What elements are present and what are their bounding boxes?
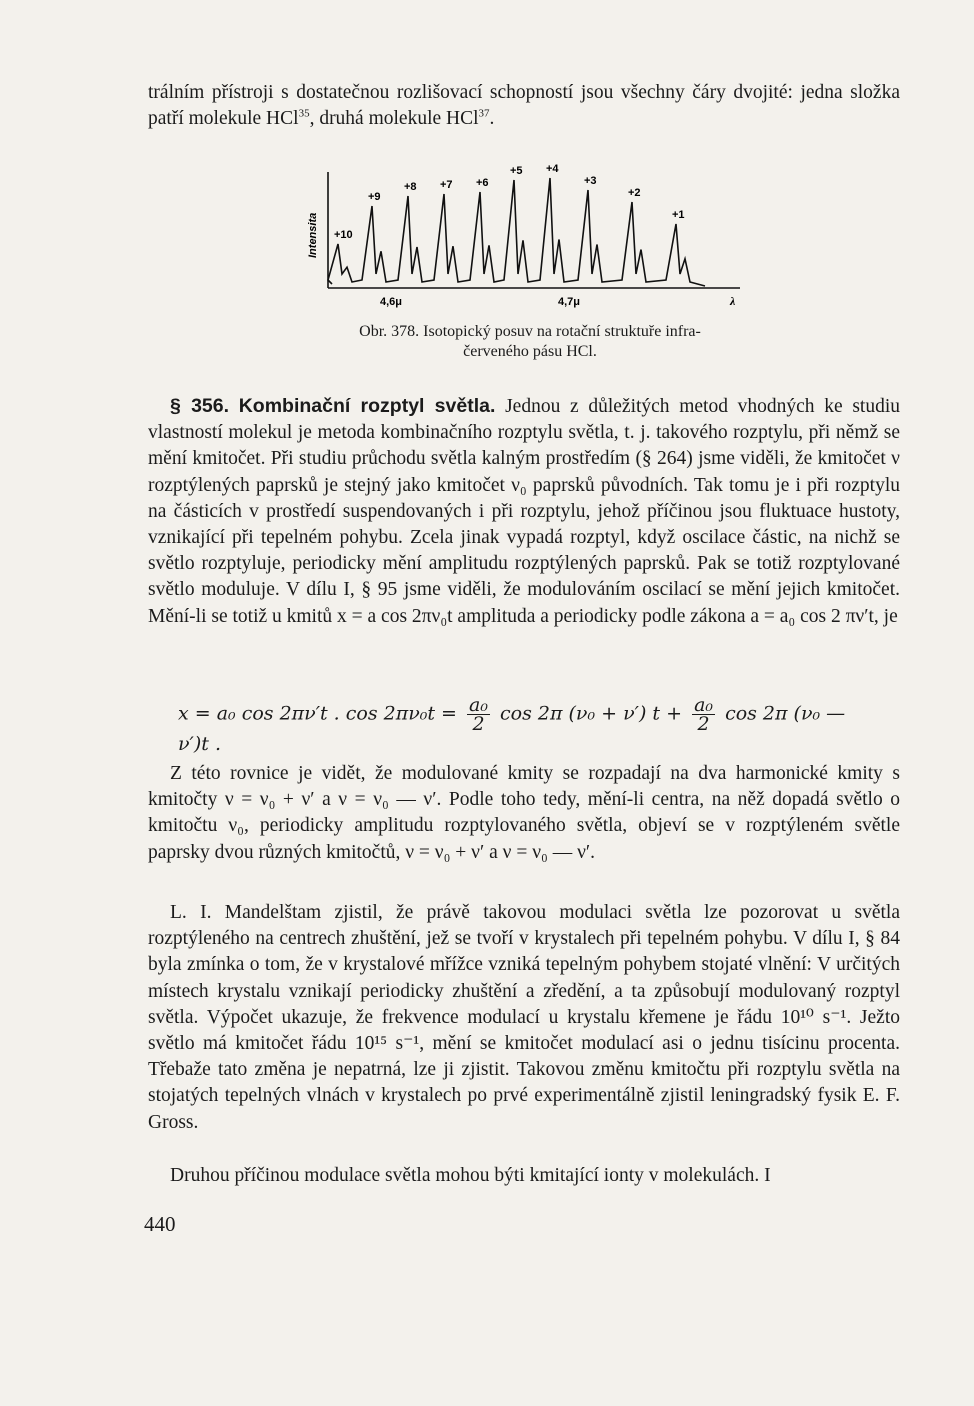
peak-label: +1 [672, 209, 685, 221]
figure-caption: Obr. 378. Isotopický posuv na rotační struktuře infra- červeného pásu HCl. [359, 323, 701, 360]
section-text: Jednou z důležitých metod vhodných ke studiu vlastností molekul je metoda kombinačního rozptylu světla, t. j. takového rozptylu, při němž se mění kmitočet. Při studiu průchodu světla kalným prostředím (§ 264) jsme viděli, že kmitočet ν rozptýlených paprsků je stejný jako kmitočet ν₀ paprsků původních. Tak tomu je i při rozptylu na částicích v prostředí suspendovaných i při rozptylu, jehož příčinou jsou fluktuace hustoty, vznikající při tepelném pohybu. Zcela jinak vypadá rozptyl, když oscilace částic, na nichž se světlo rozptyluje, periodicky mění amplitudu rozptýlených paprsků. Pak se totiž rozptylované světlo moduluje. V dílu I, § 95 jsme viděli, že modulováním oscilací se mění jejich kmitočet. Mění-li se totiž u kmitů x = a cos 2πν₀t amplituda a periodicky podle zákona a = a₀ cos 2 πν′t, je [148, 396, 901, 627]
peak-label: +2 [628, 187, 641, 199]
fraction-2: $\frac{\text{a₀}}{2}$ [694, 694, 714, 735]
section-number: § 356. [170, 395, 230, 417]
paragraph-3: L. I. Mandelštam zjistil, že právě takovou modulaci světla lze pozorovat u světla rozptýleného na centrech zhuštění, jež se tvoří v krystalech při tepelném pohybu. V dílu I, § 84 byla zmínka o tom, že v krystalové mřížce vzniká tepelným pohybem stojaté vlnění: V určitých místech krystalu vznikají periodicky zhuštění a zředění, a ta způsobují modulovaný rozptyl světla. Výpočet ukazuje, že frekvence modulací u krystalu křemene je řádu 10¹⁰ s⁻¹. Ježto světlo má kmitočet řádu 10¹⁵ s⁻¹, mění se kmitočet modulací asi o jednu tisícinu procenta. Třebaže tato změna je nepatrná, lze ji zjistit. Takovou změnu kmitočtu při rozptylu světla na stojatých tepelných vlnách v krystalech po prvé experimentálně zjistil leningradský fysik E. F. Gross. [148, 902, 900, 1133]
peak-label: +6 [476, 177, 489, 189]
spectrum-figure [300, 160, 760, 320]
x-axis-label: λ [730, 294, 736, 308]
tick-label-4-6: 4,6μ [380, 296, 403, 308]
paragraph-2: Z této rovnice je vidět, že modulované kmity se rozpadají na dva harmonické kmity s kmitočty ν = ν₀ + ν′ a ν = ν₀ — ν′. Podle toho tedy, mění-li centra, na něž dopadá světlo o kmitočtu ν₀, periodicky amplitudu rozptylovaného světla, objeví se v rozptýleném světle paprsky dvou různých kmitočtů, ν = ν₀ + ν′ a ν = ν₀ — ν′. [148, 763, 900, 863]
spectrum-curve [328, 178, 705, 286]
peak-label: +8 [404, 181, 417, 193]
spectrum-plot [300, 160, 760, 320]
tick-label-4-7: 4,7μ [558, 296, 581, 308]
modulation-formula: x = a₀ cos 2πν′t . cos 2πν₀t = $\frac{\text{a₀}}{2}$ cos 2π (ν₀ + ν′) t + $\frac{\text{a₀}}{2}$ cos 2π (ν₀ — ν′)t . [178, 694, 846, 755]
peak-label: +5 [510, 165, 523, 177]
section-paragraph [148, 393, 900, 630]
peak-label: +10 [334, 229, 353, 241]
section-title: Kombinační rozptyl světla. [238, 395, 496, 417]
peak-label: +9 [368, 191, 381, 203]
peak-label: +4 [546, 163, 559, 175]
peak-label: +7 [440, 179, 453, 191]
y-axis-label: Intensita [307, 212, 319, 258]
page-number: 440 [144, 1212, 176, 1236]
paragraph-4: Druhou příčinou modulace světla mohou býti kmitající ionty v molekulách. I [170, 1165, 771, 1186]
peak-label: +3 [584, 175, 597, 187]
fraction-1: $\frac{\text{a₀}}{2}$ [469, 694, 488, 735]
top-paragraph: trálním přístroji s dostatečnou rozlišovací schopností jsou všechny čáry dvojité: jedna složka patří molekule HCl$^{35}$, druhá molekule HCl$^{37}$. [148, 82, 900, 130]
